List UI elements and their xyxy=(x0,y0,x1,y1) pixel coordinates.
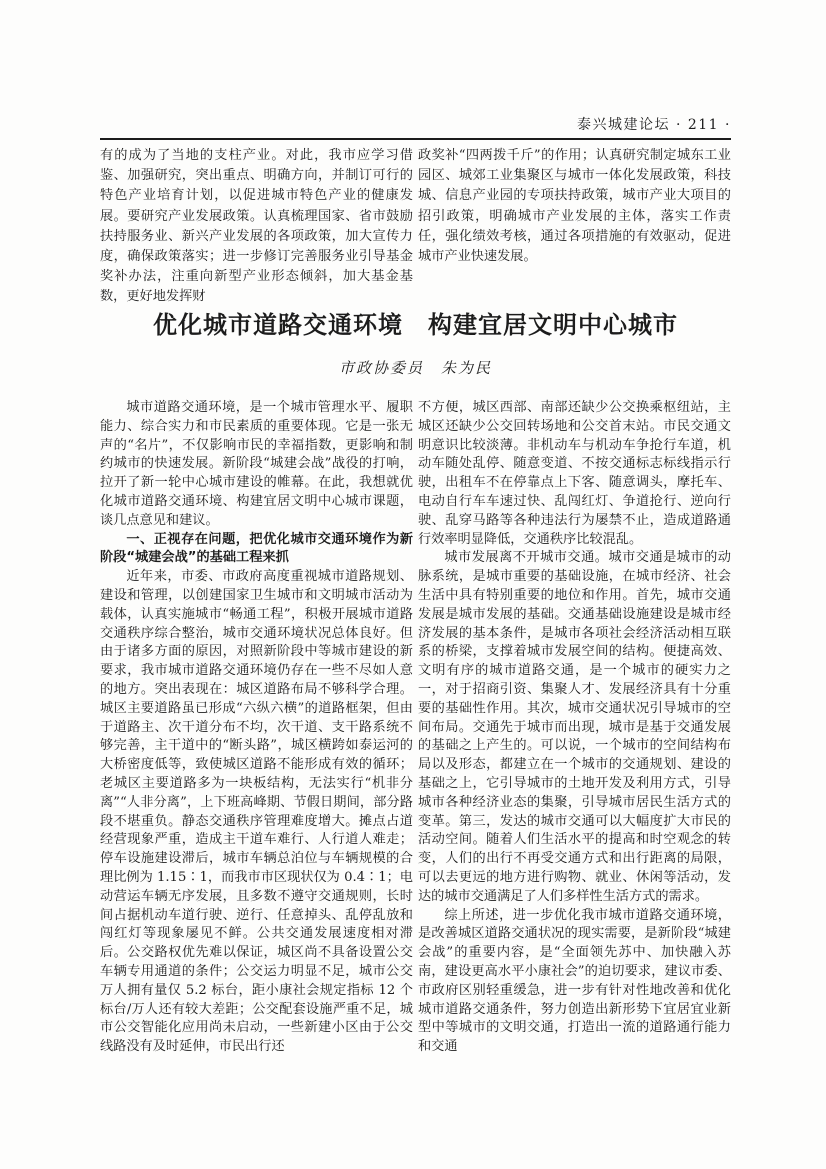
paragraph-problems-continued: 不方便，城区西部、南部还缺少公交换乘枢纽站，主城区还缺少公交回转场地和公交首末站。市民交通文明意识比较淡薄。非机动车与机动车争抢行车道，机动车随处乱停、随意变道、不按交通标志标线指示行驶，出租车不在停靠点上下客、随意调头，摩托车、电动自行车车速过快、乱闯红灯、争道抢行、逆向行驶、乱穿马路等各种违法行为屡禁不止，造成道路通行效率明显降低，交通秩序比较混乱。 xyxy=(418,400,731,547)
paragraph-importance-of-transport: 城市发展离不开城市交通。城市交通是城市的动脉系统，是城市重要的基础设施，在城市经济、社会生活中具有特别重要的地位和作用。首先，城市交通发展是城市发展的基础。交通基础设施建设是城市经济发展的基本条件，是城市各项社会经济活动相互联系的桥梁，支撑着城市发展空间的结构。便捷高效、文明有序的城市道路交通，是一个城市的硬实力之一，对于招商引资、集聚人才、发展经济具有十分重要的基础性作用。其次，城市交通状况引导城市的空间布局。交通先于城市而出现，城市是基于交通发展的基础之上产生的。可以说，一个城市的空间结构布局以及形态，都建立在一个城市的交通规划、建设的基础之上，它引导城市的土地开发及利用方式，引导城市各种经济业态的集聚，引导城市居民生活方式的变革。第三，发达的城市交通可以大幅度扩大市民的活动空间。随着人们生活水平的提高和时空观念的转变，人们的出行不再受交通方式和出行距离的局限，可以去更远的地方进行购物、就业、休闲等活动，发达的城市交通满足了人们多样性生活方式的需求。 xyxy=(418,550,731,904)
article-title: 优化城市道路交通环境 构建宜居文明中心城市 xyxy=(153,311,678,339)
section-1-heading: 一、正视存在问题，把优化城市交通环境作为新阶段“城建会战”的基础工程来抓 xyxy=(100,531,413,566)
article-author: 市政协委员 朱为民 xyxy=(338,359,492,377)
article-body-right-column xyxy=(418,399,731,1057)
prev-article-text-left: 有的成为了当地的支柱产业。对此，我市应学习借鉴、加强研究，突出重点、明确方向，并制订可行的特色产业培育计划，以促进城市特色产业的健康发展。要研究产业发展政策。认真梳理国家、省市鼓励扶持服务业、新兴产业发展的各项政策，加大宣传力度，确保政策落实；进一步修订完善服务业引导基金奖补办法，注重向新型产业形态倾斜，加大基金基数，更好地发挥财 xyxy=(100,148,413,305)
prev-article-left-column xyxy=(100,146,413,308)
prev-article-right-column xyxy=(418,146,731,267)
page-header xyxy=(100,114,731,134)
paragraph-introduction: 城市道路交通环境，是一个城市管理水平、履职能力、综合实力和市民素质的重要体现。它是一张无声的“名片”，不仅影响市民的幸福指数，更影响和制约城市的快速发展。新阶段“城建会战”战役的打响，拉开了新一轮中心城市建设的帷幕。在此，我想就优化城市道路交通环境、构建宜居文明中心城市课题，谈几点意见和建议。 xyxy=(100,400,413,528)
header-rule xyxy=(100,138,731,140)
paragraph-conclusion: 综上所述，进一步优化我市城市道路交通环境，是改善城区道路交通状况的现实需要，是新阶段“城建会战”的重要内容，是“全面领先苏中、加快融入苏南，建设更高水平小康社会”的迫切要求，建议市委、市政府区别轻重缓急，进一步有针对性地改善和优化城市道路交通条件，努力创造出新形势下宜居宜业新型中等城市的文明交通，打造出一流的道路通行能力和交通 xyxy=(418,907,731,1055)
journal-header-text: 泰兴城建论坛 · 211 · xyxy=(577,117,731,133)
prev-article-text-right: 政奖补“四两拨千斤”的作用；认真研究制定城东工业园区、城郊工业集聚区与城市一体化发展政策，科技城、信息产业园的专项扶持政策，城市产业大项目的招引政策，明确城市产业发展的主体，落实工作责任，强化绩效考核，通过各项措施的有效驱动，促进城市产业快速发展。 xyxy=(418,148,731,265)
article-body-left-column xyxy=(100,399,413,1057)
paragraph-problems: 近年来，市委、市政府高度重视城市道路规划、建设和管理，以创建国家卫生城市和文明城市活动为载体，认真实施城市“畅通工程”，积极开展城市道路交通秩序综合整治，城市交通环境状况总体良好。但由于诸多方面的原因，对照新阶段中等城市建设的新要求，我市城市道路交通环境仍存在一些不尽如人意的地方。突出表现在：城区道路布局不够科学合理。城区主要道路虽已形成“六纵六横”的道路框架，但由于道路主、次干道分布不均，次干道、支干路系统不够完善，主干道中的“断头路”，城区横跨如泰运河的大桥密度低等，致使城区道路不能形成有效的循环；老城区主要道路多为一块板结构，无法实行“机非分离”“人非分离”，上下班高峰期、节假日期间，部分路段不堪重负。静态交通秩序管理难度增大。摊点占道经营现象严重，造成主干道车难行、人行道人难走；停车设施建设滞后，城市车辆总泊位与车辆规模的合理比例为 1.15∶1，而我市市区现状仅为 0.4∶1；电动营运车辆无序发展，且多数不遵守交通规则，长时间占据机动车道行驶、逆行、任意掉头、乱停乱放和闯红灯等现象屡见不鲜。公共交通发展速度相对滞后。公交路权优先难以保证，城区尚不具备设置公交车辆专用通道的条件；公交运力明显不足，城市公交万人拥有量仅 5.2 标台，距小康社会规定指标 12 个标台/万人还有较大差距；公交配套设施严重不足，城市公交智能化应用尚未启动，一些新建小区由于公交线路没有及时延伸，市民出行还 xyxy=(100,569,413,1055)
